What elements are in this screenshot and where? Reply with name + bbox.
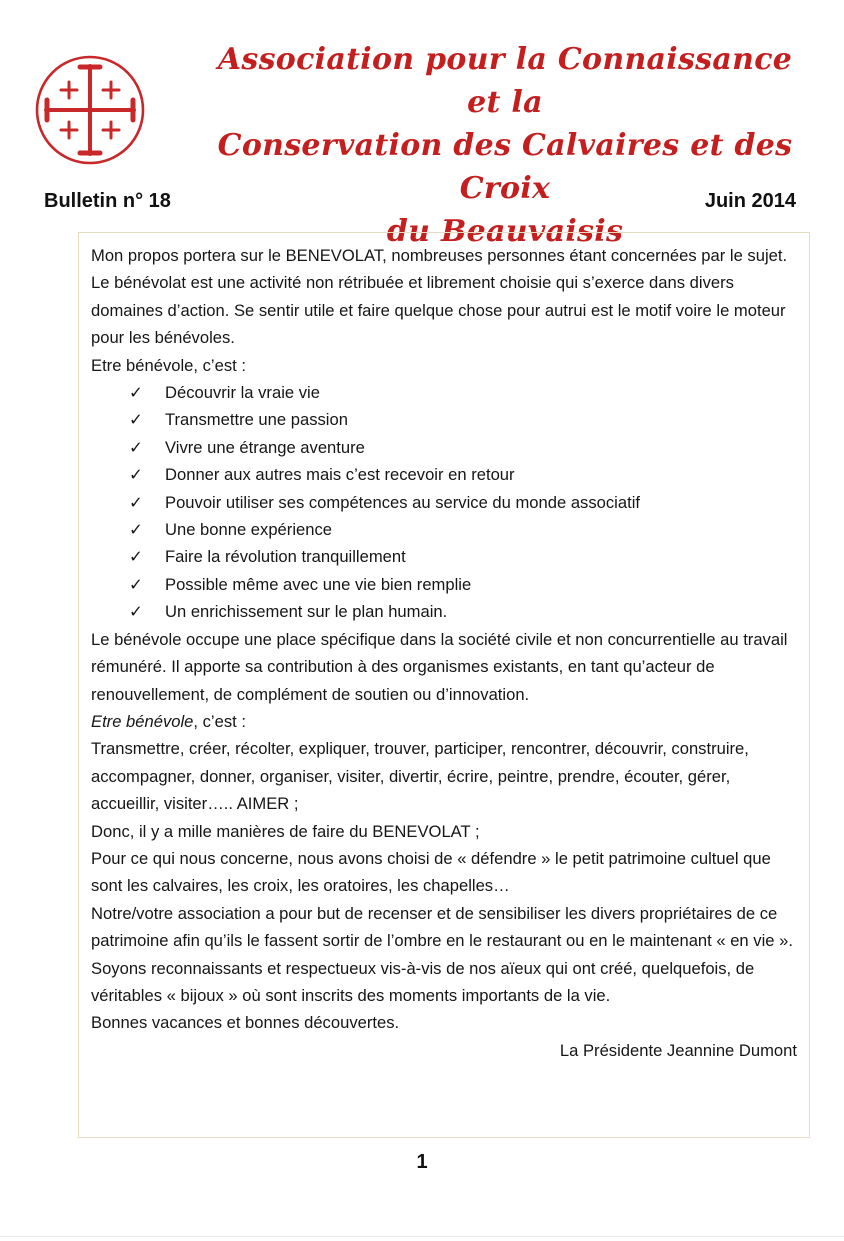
jerusalem-cross-logo-icon xyxy=(34,54,146,166)
signature: La Présidente Jeannine Dumont xyxy=(559,1040,797,1060)
list-item: ✓ Une bonne expérience xyxy=(129,516,803,543)
benevole-role-paragraph: Le bénévole occupe une place spécifique dans la société civile et non concurrentielle au travail rémunéré. Il apporte sa contribution à des organismes existants, en tant qu’acteur de renouvellement, de complément de soutien ou d’innovation. xyxy=(91,629,788,704)
association-title xyxy=(200,38,810,253)
patrimoine-paragraph: Pour ce qui nous concerne, nous avons choisi de « défendre » le petit patrimoine cultuel que sont les calvaires, les croix, les oratoires, les chapelles… xyxy=(91,848,771,896)
bulletin-number: Bulletin n° 18 xyxy=(44,190,171,212)
list-item: ✓ Transmettre une passion xyxy=(129,406,803,433)
list-item: ✓ Faire la révolution tranquillement xyxy=(129,543,803,570)
association-goal-paragraph: Notre/votre association a pour but de recenser et de sensibiliser les divers propriétaires de ce patrimoine afin qu’ils le fassent sortir de l’ombre en le restaurant ou en le maintenant « en vie ». xyxy=(91,903,793,951)
ancestors-paragraph: Soyons reconnaissants et respectueux vis-à-vis de nos aïeux qui ont créé, quelquefois, de véritables « bijoux » où sont inscrits des moments importants de la vie. xyxy=(91,958,755,1005)
check-icon: ✓ xyxy=(129,465,143,485)
closing-line: Bonnes vacances et bonnes découvertes. xyxy=(91,1013,400,1033)
donc-paragraph: Donc, il y a mille manières de faire du BENEVOLAT ; xyxy=(91,821,480,841)
etre-benevole-heading-2: Etre bénévole, c’est : xyxy=(91,711,246,731)
list-item: ✓ Découvrir la vraie vie xyxy=(129,379,803,406)
etre-benevole-heading: Etre bénévole, c’est : xyxy=(91,355,246,375)
check-icon: ✓ xyxy=(129,410,143,430)
list-item: ✓ Possible même avec une vie bien remplie xyxy=(129,571,803,598)
check-icon: ✓ xyxy=(129,383,143,403)
check-icon: ✓ xyxy=(129,437,143,457)
list-item: ✓ Vivre une étrange aventure xyxy=(129,434,803,461)
bottom-divider xyxy=(0,1236,844,1237)
check-icon: ✓ xyxy=(129,547,143,567)
page-number: 1 xyxy=(416,1151,428,1173)
title-line-3: du Beauvaisis xyxy=(386,214,624,249)
check-icon: ✓ xyxy=(129,574,143,594)
checklist xyxy=(91,379,803,626)
verbs-paragraph: Transmettre, créer, récolter, expliquer, trouver, participer, rencontrer, découvrir, construire, accompagner, donner, organiser, visiter, divertir, écrire, peintre, prendre, écouter, gérer, accueillir, visiter….. AIMER ; xyxy=(91,739,749,814)
list-item: ✓ Pouvoir utiliser ses compétences au service du monde associatif xyxy=(129,489,803,516)
check-icon: ✓ xyxy=(129,492,143,512)
list-item: ✓ Un enrichissement sur le plan humain. xyxy=(129,598,803,625)
check-icon: ✓ xyxy=(129,602,143,622)
bulletin-date: Juin 2014 xyxy=(704,190,796,212)
title-line-2: Conservation des Calvaires et des Croix xyxy=(217,128,793,206)
check-icon: ✓ xyxy=(129,520,143,540)
title-line-1: Association pour la Connaissance et la xyxy=(217,42,793,120)
intro-paragraph: Mon propos portera sur le BENEVOLAT, nombreuses personnes étant concernées par le sujet. Le bénévolat est une activité non rétribuée et librement choisie qui s’exerce dans divers domaines d’action. Se sentir utile et faire quelque chose pour autrui est le motif voire le moteur pour les bénévoles. xyxy=(91,246,788,348)
list-item: ✓ Donner aux autres mais c’est recevoir en retour xyxy=(129,461,803,488)
article-body xyxy=(91,242,803,1064)
